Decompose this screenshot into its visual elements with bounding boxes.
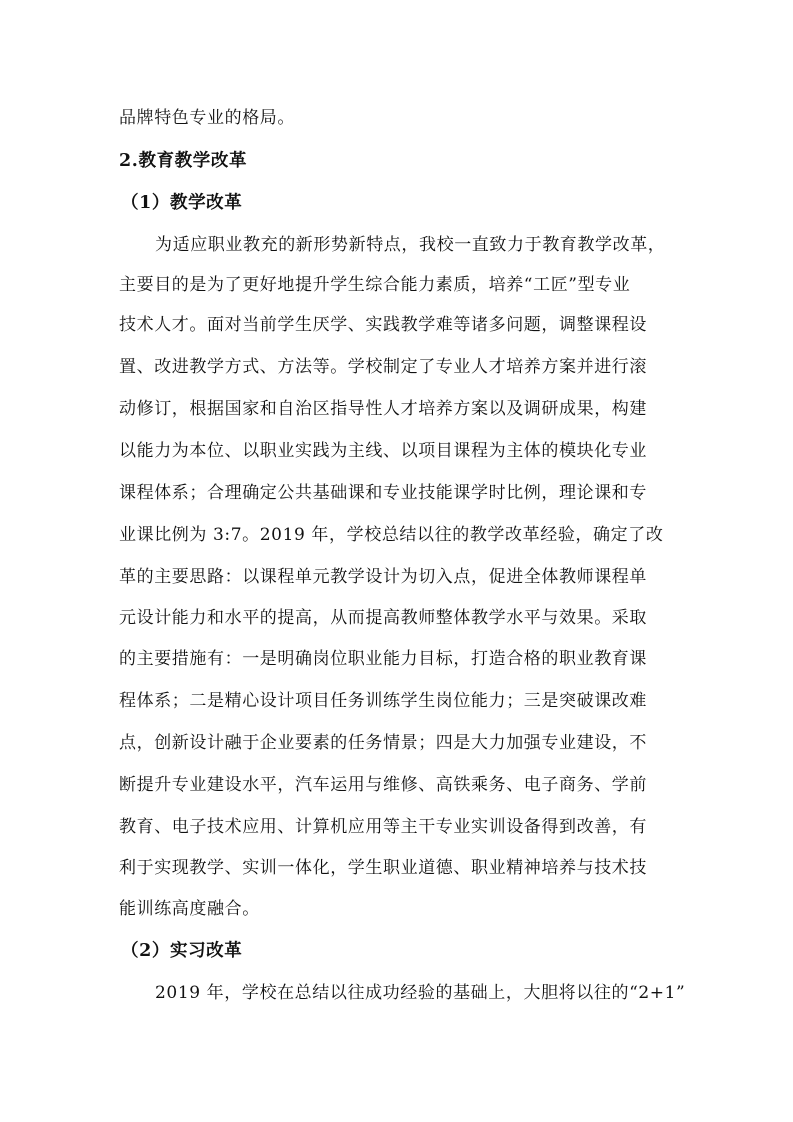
paragraph-line: 主要目的是为了更好地提升学生综合能力素质，培养“工匠”型专业 [119, 275, 631, 295]
subsection-heading: （1）教学改革 [121, 193, 243, 213]
paragraph-line: 元设计能力和水平的提高，从而提高教师整体教学水平与效果。采取 [119, 608, 647, 628]
paragraph-line: 程体系；二是精心设计项目任务训练学生岗位能力；三是突破课改难 [119, 691, 647, 711]
paragraph-line: 课程体系；合理确定公共基础课和专业技能课学时比例，理论课和专 [119, 483, 647, 503]
section-heading: 2.教育教学改革 [119, 151, 248, 171]
paragraph-line: 2019 年，学校在总结以往成功经验的基础上，大胆将以往的“2+1” [155, 983, 686, 1003]
paragraph-line: 断提升专业建设水平，汽车运用与维修、高铁乘务、电子商务、学前 [119, 775, 647, 795]
subsection-heading: （2）实习改革 [121, 941, 243, 961]
paragraph-line: 技术人才。面对当前学生厌学、实践教学难等诸多问题，调整课程设 [119, 315, 647, 335]
paragraph-line: 利于实现教学、实训一体化，学生职业道德、职业精神培养与技术技 [119, 858, 647, 878]
paragraph-line: 置、改进教学方式、方法等。学校制定了专业人才培养方案并进行滚 [119, 357, 647, 377]
paragraph-line: 革的主要思路：以课程单元教学设计为切入点，促进全体教师课程单 [119, 567, 647, 587]
paragraph-line: 能训练高度融合。 [119, 899, 260, 919]
paragraph-line: 动修订，根据国家和自治区指导性人才培养方案以及调研成果，构建 [119, 399, 647, 419]
paragraph-line: 品牌特色专业的格局。 [119, 108, 295, 128]
paragraph-line: 点，创新设计融于企业要素的任务情景；四是大力加强专业建设，不 [119, 733, 647, 753]
paragraph-line: 教育、电子技术应用、计算机应用等主干专业实训设备得到改善，有 [119, 817, 647, 837]
paragraph-line: 为适应职业教充的新形势新特点，我校一直致力于教育教学改革， [155, 235, 666, 255]
paragraph-line: 的主要措施有：一是明确岗位职业能力目标，打造合格的职业教育课 [119, 649, 647, 669]
paragraph-line: 以能力为本位、以职业实践为主线、以项目课程为主体的模块化专业 [119, 441, 647, 461]
paragraph-line: 业课比例为 3:7。2019 年，学校总结以往的教学改革经验，确定了改 [119, 525, 664, 545]
